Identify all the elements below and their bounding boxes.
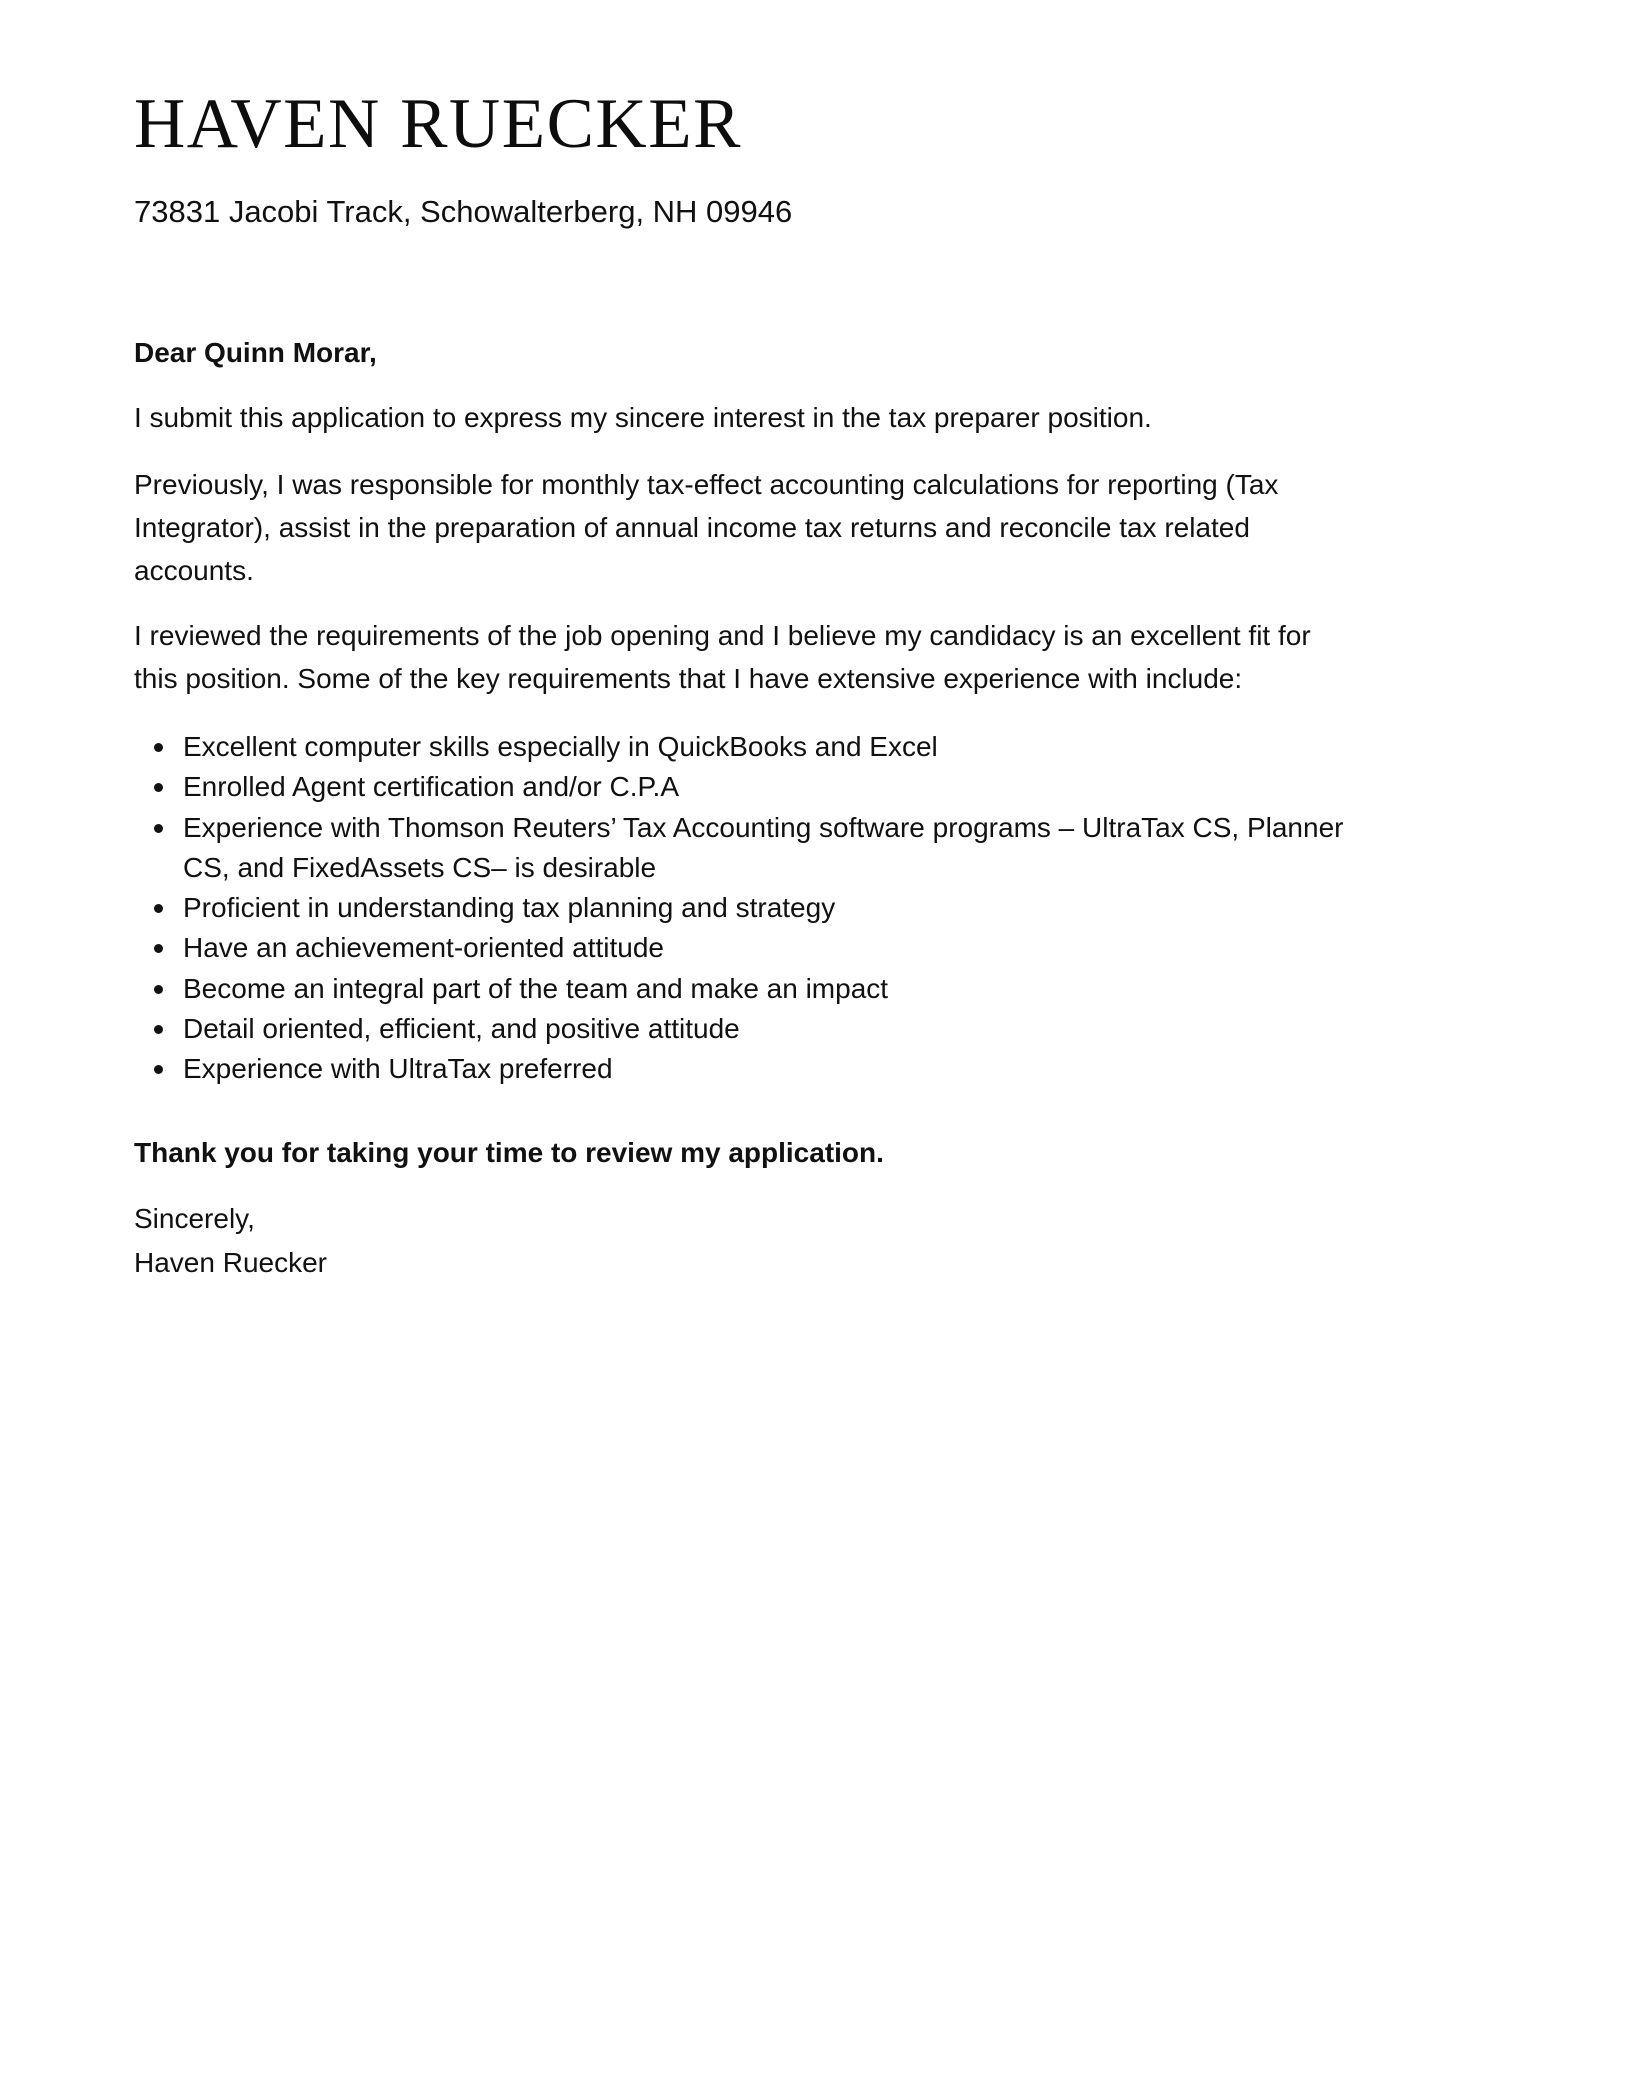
bullet-icon	[154, 1065, 163, 1074]
bullet-icon	[154, 1025, 163, 1034]
requirements-list	[134, 727, 1343, 1090]
bullet-icon	[154, 904, 163, 913]
signoff-block	[134, 1197, 327, 1285]
list-item	[134, 808, 1343, 889]
applicant-name: HAVEN RUECKER	[134, 85, 742, 163]
requirements-intro-paragraph	[134, 614, 1311, 700]
bullet-icon	[154, 944, 163, 953]
list-item-text: Detail oriented, efficient, and positive attitude	[183, 1013, 740, 1045]
bullet-icon	[154, 743, 163, 752]
paragraph-line: this position. Some of the key requirements that I have extensive experience with include:	[134, 663, 1243, 694]
salutation: Dear Quinn Morar,	[134, 337, 377, 368]
applicant-address: 73831 Jacobi Track, Schowalterberg, NH 09946	[134, 194, 793, 229]
paragraph-line: I submit this application to express my sincere interest in the tax preparer position.	[134, 402, 1152, 433]
list-item	[134, 928, 1343, 968]
list-item-text: Become an integral part of the team and make an impact	[183, 972, 889, 1004]
list-item-text: Experience with UltraTax preferred	[183, 1053, 613, 1085]
intro-paragraph	[134, 396, 1152, 439]
paragraph-line: Previously, I was responsible for monthly tax-effect accounting calculations for reporting (Tax	[134, 469, 1279, 500]
list-item	[134, 1049, 1343, 1089]
bullet-icon	[154, 824, 163, 833]
list-item-text: Experience with Thomson Reuters’ Tax Accounting software programs – UltraTax CS, Planner	[183, 811, 1344, 843]
bullet-icon	[154, 985, 163, 994]
list-item-text: Proficient in understanding tax planning and strategy	[183, 892, 836, 924]
list-item	[134, 727, 1343, 767]
paragraph-line: accounts.	[134, 555, 254, 586]
experience-paragraph	[134, 463, 1278, 592]
list-item	[134, 888, 1343, 928]
list-item	[134, 1009, 1343, 1049]
list-item-text: Enrolled Agent certification and/or C.P.A	[183, 771, 680, 803]
list-item	[134, 767, 1343, 807]
bullet-icon	[154, 783, 163, 792]
list-item	[134, 969, 1343, 1009]
paragraph-line: I reviewed the requirements of the job opening and I believe my candidacy is an excellent fit for	[134, 620, 1311, 651]
list-item-text: Have an achievement-oriented attitude	[183, 932, 664, 964]
signoff: Sincerely,	[134, 1203, 255, 1234]
closing-line: Thank you for taking your time to review my application.	[134, 1137, 884, 1168]
signature: Haven Ruecker	[134, 1247, 327, 1278]
list-item-text: CS, and FixedAssets CS– is desirable	[183, 851, 657, 883]
paragraph-line: Integrator), assist in the preparation of annual income tax returns and reconcile tax related	[134, 512, 1250, 543]
list-item-text: Excellent computer skills especially in QuickBooks and Excel	[183, 731, 938, 762]
